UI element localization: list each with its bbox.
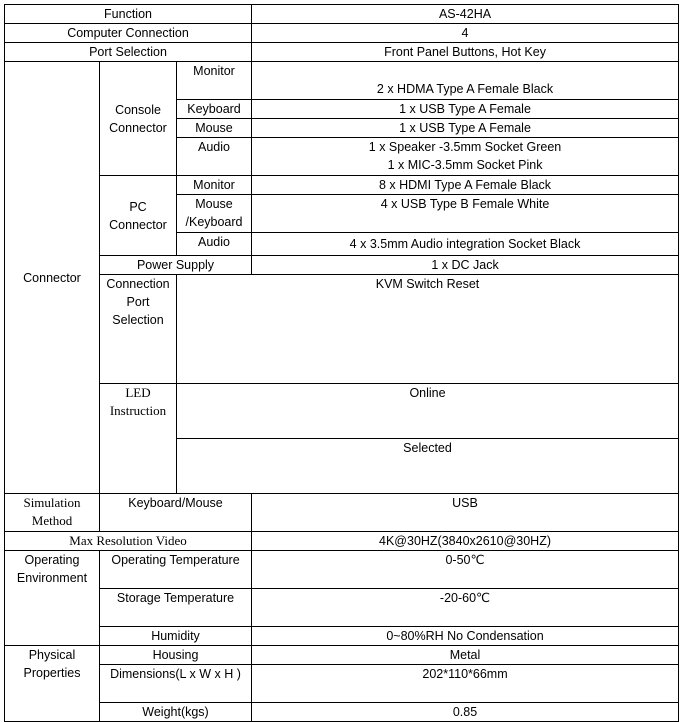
weight-label: Weight(kgs)	[100, 703, 252, 722]
computer-connection-label: Computer Connection	[5, 24, 252, 43]
power-supply-value: 1 x DC Jack	[252, 256, 679, 275]
pc-monitor-label: Monitor	[177, 176, 252, 195]
dimensions-value: 202*110*66mm	[252, 665, 679, 703]
housing-label: Housing	[100, 646, 252, 665]
weight-value: 0.85	[252, 703, 679, 722]
row-operating-temperature	[5, 551, 679, 589]
max-resolution-label: Max Resolution Video	[5, 532, 252, 551]
led-instruction-label: LED Instruction	[100, 384, 177, 494]
row-computer-connection	[5, 24, 679, 43]
led-selected-label: Selected	[177, 439, 679, 494]
computer-connection-value: 4	[252, 24, 679, 43]
port-selection-value: Front Panel Buttons, Hot Key	[252, 43, 679, 62]
row-console-monitor	[5, 62, 679, 100]
console-connector-label: Console Connector	[100, 62, 177, 176]
console-monitor-label: Monitor	[177, 62, 252, 100]
console-mouse-value: 1 x USB Type A Female	[252, 119, 679, 138]
console-keyboard-value: 1 x USB Type A Female	[252, 100, 679, 119]
power-supply-label: Power Supply	[100, 256, 252, 275]
console-monitor-value: 2 x HDMA Type A Female Black	[252, 62, 679, 100]
row-power-supply	[5, 256, 679, 275]
humidity-value: 0~80%RH No Condensation	[252, 627, 679, 646]
port-selection-label: Port Selection	[5, 43, 252, 62]
operating-temperature-label: Operating Temperature	[100, 551, 252, 589]
pc-mouse-keyboard-value: 4 x USB Type B Female White	[252, 195, 679, 233]
kvm-switch-reset-label: KVM Switch Reset	[177, 275, 679, 384]
function-label: Function	[5, 5, 252, 24]
dimensions-label: Dimensions(L x W x H )	[100, 665, 252, 703]
row-led-online	[5, 384, 679, 439]
pc-mouse-keyboard-label: Mouse /Keyboard	[177, 195, 252, 233]
led-online-label: Online	[177, 384, 679, 439]
humidity-label: Humidity	[100, 627, 252, 646]
row-dimensions	[5, 665, 679, 703]
storage-temperature-value: -20-60℃	[252, 589, 679, 627]
max-resolution-value: 4K@30HZ(3840x2610@30HZ)	[252, 532, 679, 551]
pc-monitor-value: 8 x HDMI Type A Female Black	[252, 176, 679, 195]
row-pc-monitor	[5, 176, 679, 195]
console-audio-label: Audio	[177, 138, 252, 176]
pc-audio-value: 4 x 3.5mm Audio integration Socket Black	[252, 233, 679, 256]
row-function	[5, 5, 679, 24]
storage-temperature-label: Storage Temperature	[100, 589, 252, 627]
row-port-selection	[5, 43, 679, 62]
row-weight	[5, 703, 679, 722]
housing-value: Metal	[252, 646, 679, 665]
connector-label: Connector	[5, 62, 100, 494]
row-humidity	[5, 627, 679, 646]
console-mouse-label: Mouse	[177, 119, 252, 138]
row-housing	[5, 646, 679, 665]
operating-temperature-value: 0-50℃	[252, 551, 679, 589]
spec-table	[4, 4, 679, 722]
row-simulation-method	[5, 494, 679, 532]
row-connection-port-selection	[5, 275, 679, 384]
console-audio-value: 1 x Speaker -3.5mm Socket Green 1 x MIC-3.5mm Socket Pink	[252, 138, 679, 176]
connection-port-selection-label: Connection Port Selection	[100, 275, 177, 384]
simulation-method-label: Simulation Method	[5, 494, 100, 532]
simulation-method-value: USB	[252, 494, 679, 532]
physical-properties-label: Physical Properties	[5, 646, 100, 722]
console-keyboard-label: Keyboard	[177, 100, 252, 119]
row-max-resolution	[5, 532, 679, 551]
operating-environment-label: Operating Environment	[5, 551, 100, 646]
keyboard-mouse-label: Keyboard/Mouse	[100, 494, 252, 532]
function-value: AS-42HA	[252, 5, 679, 24]
row-storage-temperature	[5, 589, 679, 627]
pc-audio-label: Audio	[177, 233, 252, 256]
pc-connector-label: PC Connector	[100, 176, 177, 256]
